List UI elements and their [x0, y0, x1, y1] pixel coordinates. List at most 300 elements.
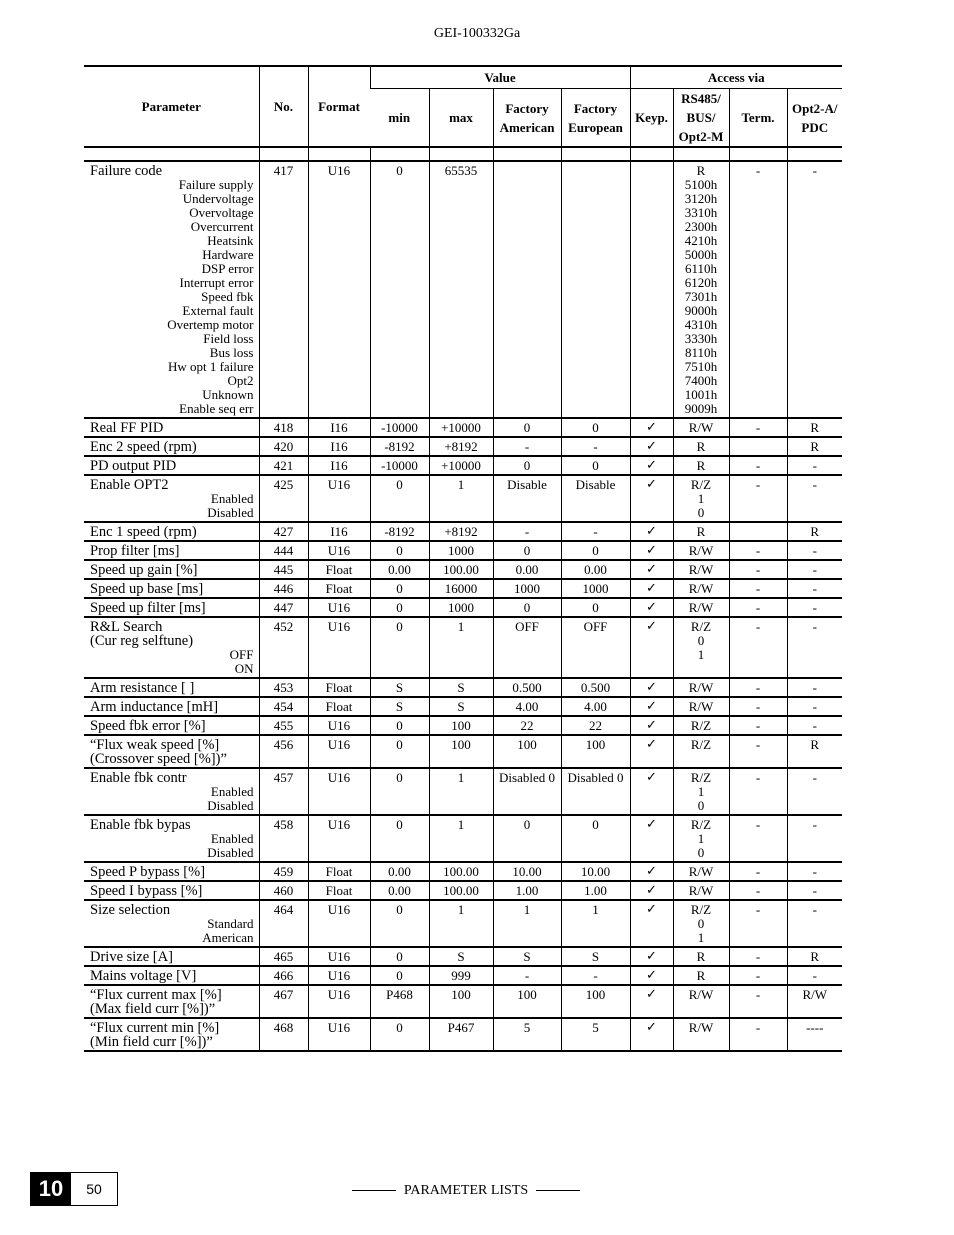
cell-no: 454	[259, 697, 308, 716]
table-row	[84, 475, 842, 522]
parameter-option: Disabled	[207, 798, 254, 813]
rs485-value: 2300h	[684, 219, 718, 234]
parameter-option: Enabled	[210, 831, 254, 846]
parameter-option: Enabled	[210, 784, 254, 799]
cell-rs485	[673, 985, 729, 1018]
cell-factory-american: 0	[493, 418, 561, 437]
rs485-value: 7301h	[684, 289, 718, 304]
header-factory-european: Factory European	[561, 89, 630, 148]
cell-terminal: -	[729, 735, 787, 768]
parameter-name: “Flux weak speed [%]	[90, 737, 220, 753]
cell-rs485	[673, 881, 729, 900]
cell-min: S	[370, 678, 429, 697]
parameter-option: DSP error	[201, 261, 254, 276]
cell-rs485	[673, 815, 729, 862]
cell-no: 466	[259, 966, 308, 985]
cell-parameter	[84, 522, 259, 541]
cell-terminal: -	[729, 862, 787, 881]
rs485-value: 0	[697, 845, 705, 860]
cell-terminal: -	[729, 579, 787, 598]
cell-terminal: -	[729, 768, 787, 815]
rs485-value: R/W	[688, 699, 714, 714]
rs485-value: 0	[697, 505, 705, 520]
cell-min: -10000	[370, 418, 429, 437]
cell-factory-european: 0	[561, 815, 630, 862]
cell-no: 465	[259, 947, 308, 966]
parameter-option: Hw opt 1 failure	[167, 359, 254, 374]
parameter-name: Speed fbk error [%]	[90, 718, 206, 734]
cell-parameter	[84, 881, 259, 900]
cell-no: 427	[259, 522, 308, 541]
cell-max: +10000	[429, 456, 493, 475]
cell-max: 16000	[429, 579, 493, 598]
cell-opt2: -	[787, 966, 842, 985]
cell-factory-european: 22	[561, 716, 630, 735]
rs485-value: R/W	[688, 864, 714, 879]
parameter-name: Enable fbk contr	[90, 770, 187, 786]
cell-min: 0	[370, 735, 429, 768]
cell-max: 100.00	[429, 881, 493, 900]
rs485-value: 9000h	[684, 303, 718, 318]
cell-opt2: -	[787, 579, 842, 598]
cell-rs485	[673, 456, 729, 475]
cell-factory-european: 100	[561, 985, 630, 1018]
cell-factory-american: 1000	[493, 579, 561, 598]
cell-no: 446	[259, 579, 308, 598]
cell-min: 0.00	[370, 881, 429, 900]
cell-opt2: -	[787, 560, 842, 579]
cell-rs485	[673, 541, 729, 560]
parameter-name: (Max field curr [%])”	[90, 1001, 216, 1017]
cell-no: 468	[259, 1018, 308, 1051]
rs485-value: R/Z	[690, 817, 712, 832]
cell-parameter	[84, 437, 259, 456]
cell-keypad: ✓	[630, 475, 673, 522]
rs485-value: 5100h	[684, 177, 718, 192]
cell-format: Float	[308, 862, 370, 881]
cell-rs485	[673, 735, 729, 768]
cell-parameter	[84, 966, 259, 985]
cell-terminal: -	[729, 617, 787, 678]
cell-format: U16	[308, 1018, 370, 1051]
cell-max: 100	[429, 735, 493, 768]
cell-max: S	[429, 678, 493, 697]
cell-factory-european: 0	[561, 541, 630, 560]
cell-parameter	[84, 900, 259, 947]
header-format: Format	[308, 66, 370, 147]
cell-factory-european: S	[561, 947, 630, 966]
cell-factory-european: -	[561, 966, 630, 985]
cell-format: U16	[308, 617, 370, 678]
header-rs485: RS485/ BUS/ Opt2-M	[673, 89, 729, 148]
cell-factory-european: OFF	[561, 617, 630, 678]
parameter-option: Overcurrent	[190, 219, 254, 234]
header-access-via: Access via	[630, 66, 842, 89]
parameter-option: Failure supply	[178, 177, 254, 192]
header-keypad: Keyp.	[630, 89, 673, 148]
parameter-option: Disabled	[207, 845, 254, 860]
cell-factory-european: Disable	[561, 475, 630, 522]
cell-factory-european: -	[561, 437, 630, 456]
cell-parameter	[84, 598, 259, 617]
cell-factory-american: 0	[493, 815, 561, 862]
parameter-name: (Crossover speed [%])”	[90, 751, 227, 767]
parameter-name: Speed up base [ms]	[90, 581, 204, 597]
cell-parameter	[84, 541, 259, 560]
cell-keypad: ✓	[630, 985, 673, 1018]
parameter-table	[84, 65, 842, 1052]
cell-keypad: ✓	[630, 966, 673, 985]
document-id: GEI-100332Ga	[433, 26, 521, 41]
parameter-table-body	[84, 147, 842, 1051]
table-row	[84, 617, 842, 678]
cell-no: 452	[259, 617, 308, 678]
table-row	[84, 768, 842, 815]
parameter-option: Enable seq err	[179, 401, 254, 416]
rs485-value: 3120h	[684, 191, 718, 206]
cell-format: U16	[308, 985, 370, 1018]
parameter-name: (Cur reg selftune)	[90, 633, 194, 649]
cell-min: P468	[370, 985, 429, 1018]
cell-opt2: R	[787, 947, 842, 966]
footer-rule-right	[536, 1190, 580, 1191]
cell-rs485	[673, 947, 729, 966]
parameter-option: OFF	[229, 647, 254, 662]
parameter-name: Enable fbk bypas	[90, 817, 191, 833]
parameter-option: Overtemp motor	[167, 317, 254, 332]
chapter-number: 10	[31, 1173, 71, 1205]
cell-keypad: ✓	[630, 862, 673, 881]
rs485-value: R/W	[688, 1020, 714, 1035]
cell-keypad: ✓	[630, 1018, 673, 1051]
cell-format: Float	[308, 881, 370, 900]
cell-no: 421	[259, 456, 308, 475]
parameter-name: Speed P bypass [%]	[90, 864, 206, 880]
cell-terminal: -	[729, 598, 787, 617]
cell-factory-european: 0	[561, 456, 630, 475]
cell-max: 65535	[429, 161, 493, 418]
cell-no: 457	[259, 768, 308, 815]
cell-min: 0.00	[370, 862, 429, 881]
cell-min: 0	[370, 815, 429, 862]
parameter-option: External fault	[182, 303, 254, 318]
parameter-option: Opt2	[227, 373, 254, 388]
cell-format: U16	[308, 815, 370, 862]
cell-no: 460	[259, 881, 308, 900]
cell-terminal: -	[729, 881, 787, 900]
cell-factory-american: 5	[493, 1018, 561, 1051]
cell-keypad: ✓	[630, 598, 673, 617]
parameter-name: Arm inductance [mH]	[90, 699, 219, 715]
cell-factory-american: 100	[493, 985, 561, 1018]
rs485-value: R	[696, 949, 706, 964]
parameter-name: Size selection	[90, 902, 171, 918]
cell-parameter	[84, 768, 259, 815]
rs485-value: R/Z	[690, 902, 712, 917]
parameter-name: “Flux current max [%]	[90, 987, 222, 1003]
cell-opt2: ----	[787, 1018, 842, 1051]
cell-no: 464	[259, 900, 308, 947]
cell-parameter	[84, 815, 259, 862]
cell-min: 0	[370, 541, 429, 560]
cell-opt2: -	[787, 161, 842, 418]
cell-terminal: -	[729, 456, 787, 475]
cell-factory-american: 0	[493, 598, 561, 617]
cell-parameter	[84, 1018, 259, 1051]
cell-factory-american: 4.00	[493, 697, 561, 716]
cell-rs485	[673, 1018, 729, 1051]
cell-keypad: ✓	[630, 418, 673, 437]
parameter-name: (Min field curr [%])”	[90, 1034, 213, 1050]
cell-opt2: -	[787, 617, 842, 678]
cell-keypad: ✓	[630, 456, 673, 475]
table-row	[84, 735, 842, 768]
parameter-name: Failure code	[90, 163, 163, 179]
cell-terminal: -	[729, 966, 787, 985]
cell-parameter	[84, 475, 259, 522]
cell-format: I16	[308, 456, 370, 475]
cell-opt2: -	[787, 768, 842, 815]
cell-rs485	[673, 678, 729, 697]
cell-terminal	[729, 522, 787, 541]
cell-opt2: R	[787, 522, 842, 541]
cell-factory-european	[561, 161, 630, 418]
cell-min: 0	[370, 900, 429, 947]
table-row	[84, 437, 842, 456]
rs485-value: 4310h	[684, 317, 718, 332]
cell-no: 455	[259, 716, 308, 735]
cell-format: U16	[308, 161, 370, 418]
table-row	[84, 678, 842, 697]
cell-terminal: -	[729, 947, 787, 966]
parameter-name: R&L Search	[90, 619, 163, 635]
cell-opt2: -	[787, 697, 842, 716]
cell-factory-european: 0	[561, 418, 630, 437]
cell-max: 1	[429, 815, 493, 862]
cell-max: 1000	[429, 598, 493, 617]
header-max: max	[429, 89, 493, 148]
cell-min: 0	[370, 966, 429, 985]
cell-factory-european: 5	[561, 1018, 630, 1051]
cell-rs485	[673, 966, 729, 985]
cell-max: +8192	[429, 522, 493, 541]
rs485-value: 0	[697, 798, 705, 813]
rs485-value: R/W	[688, 600, 714, 615]
cell-factory-european: 1	[561, 900, 630, 947]
parameter-option: Unknown	[202, 387, 254, 402]
cell-terminal: -	[729, 815, 787, 862]
table-row	[84, 522, 842, 541]
cell-factory-american: 1	[493, 900, 561, 947]
cell-terminal: -	[729, 1018, 787, 1051]
cell-factory-american: 100	[493, 735, 561, 768]
cell-keypad: ✓	[630, 560, 673, 579]
cell-no: 418	[259, 418, 308, 437]
table-row	[84, 815, 842, 862]
cell-opt2: -	[787, 815, 842, 862]
cell-keypad: ✓	[630, 881, 673, 900]
cell-format: U16	[308, 716, 370, 735]
cell-min: 0	[370, 716, 429, 735]
cell-rs485	[673, 862, 729, 881]
cell-parameter	[84, 456, 259, 475]
cell-no: 453	[259, 678, 308, 697]
cell-no: 417	[259, 161, 308, 418]
cell-min: 0	[370, 768, 429, 815]
cell-keypad: ✓	[630, 678, 673, 697]
cell-opt2: -	[787, 598, 842, 617]
rs485-value: R/Z	[690, 770, 712, 785]
table-row	[84, 862, 842, 881]
parameter-name: Arm resistance [ ]	[90, 680, 195, 696]
cell-format: U16	[308, 900, 370, 947]
footer-title-text: PARAMETER LISTS	[403, 1183, 529, 1198]
cell-factory-european: Disabled 0	[561, 768, 630, 815]
cell-factory-american	[493, 161, 561, 418]
cell-min: 0	[370, 617, 429, 678]
parameter-option: Standard	[207, 916, 254, 931]
cell-rs485	[673, 437, 729, 456]
rs485-value: 0	[697, 916, 705, 931]
cell-factory-american: Disable	[493, 475, 561, 522]
cell-rs485	[673, 617, 729, 678]
parameter-option: Bus loss	[209, 345, 254, 360]
cell-factory-european: -	[561, 522, 630, 541]
parameter-name: Speed up gain [%]	[90, 562, 198, 578]
cell-factory-european: 0.500	[561, 678, 630, 697]
cell-rs485	[673, 161, 729, 418]
rs485-value: 3330h	[684, 331, 718, 346]
cell-format: Float	[308, 579, 370, 598]
cell-max: 1	[429, 617, 493, 678]
cell-factory-american: S	[493, 947, 561, 966]
cell-keypad: ✓	[630, 437, 673, 456]
parameter-option: ON	[234, 661, 254, 676]
rs485-value: R/Z	[690, 737, 712, 752]
parameter-option: Interrupt error	[179, 275, 254, 290]
rs485-value: R	[696, 439, 706, 454]
cell-no: 459	[259, 862, 308, 881]
cell-max: 1000	[429, 541, 493, 560]
cell-factory-american: 22	[493, 716, 561, 735]
cell-no: 420	[259, 437, 308, 456]
parameter-name: Speed up filter [ms]	[90, 600, 206, 616]
cell-format: U16	[308, 768, 370, 815]
cell-keypad: ✓	[630, 900, 673, 947]
cell-terminal: -	[729, 985, 787, 1018]
cell-no: 444	[259, 541, 308, 560]
rs485-value: R/W	[688, 987, 714, 1002]
cell-rs485	[673, 418, 729, 437]
rs485-value: 0	[697, 633, 705, 648]
cell-format: U16	[308, 966, 370, 985]
cell-factory-european: 100	[561, 735, 630, 768]
parameter-name: Speed I bypass [%]	[90, 883, 203, 899]
cell-max: +10000	[429, 418, 493, 437]
cell-max: 100.00	[429, 560, 493, 579]
cell-parameter	[84, 735, 259, 768]
cell-terminal: -	[729, 475, 787, 522]
rs485-value: 7510h	[684, 359, 718, 374]
cell-max: 1	[429, 768, 493, 815]
cell-rs485	[673, 475, 729, 522]
cell-format: U16	[308, 735, 370, 768]
cell-max: 100	[429, 716, 493, 735]
cell-opt2: -	[787, 456, 842, 475]
table-spacer-row	[84, 147, 842, 161]
table-row	[84, 697, 842, 716]
cell-parameter	[84, 579, 259, 598]
cell-format: Float	[308, 678, 370, 697]
cell-no: 456	[259, 735, 308, 768]
cell-min: 0	[370, 947, 429, 966]
parameter-name: Prop filter [ms]	[90, 543, 180, 559]
cell-factory-american: -	[493, 522, 561, 541]
cell-keypad: ✓	[630, 815, 673, 862]
cell-factory-american: 0.00	[493, 560, 561, 579]
parameter-name: Enc 1 speed (rpm)	[90, 524, 197, 540]
cell-rs485	[673, 900, 729, 947]
cell-keypad	[630, 161, 673, 418]
cell-min: -8192	[370, 437, 429, 456]
cell-rs485	[673, 697, 729, 716]
cell-format: I16	[308, 418, 370, 437]
rs485-value: 4210h	[684, 233, 718, 248]
cell-parameter	[84, 697, 259, 716]
cell-max: S	[429, 697, 493, 716]
rs485-value: R	[696, 968, 706, 983]
cell-parameter	[84, 947, 259, 966]
parameter-option: Overvoltage	[189, 205, 254, 220]
cell-factory-american: 1.00	[493, 881, 561, 900]
parameter-name: Enable OPT2	[90, 477, 169, 493]
footer-rule-left	[352, 1190, 396, 1191]
cell-opt2: -	[787, 541, 842, 560]
cell-parameter	[84, 716, 259, 735]
rs485-value: 1	[697, 784, 705, 799]
footer-title	[342, 1183, 590, 1199]
rs485-value: R/W	[688, 562, 714, 577]
table-row	[84, 900, 842, 947]
parameter-option: American	[202, 930, 254, 945]
cell-parameter	[84, 560, 259, 579]
cell-max: P467	[429, 1018, 493, 1051]
rs485-value: 1001h	[684, 387, 718, 402]
cell-min: 0.00	[370, 560, 429, 579]
cell-factory-european: 10.00	[561, 862, 630, 881]
parameter-option: Field loss	[203, 331, 254, 346]
cell-no: 447	[259, 598, 308, 617]
cell-keypad: ✓	[630, 579, 673, 598]
cell-max: 1	[429, 900, 493, 947]
cell-factory-american: Disabled 0	[493, 768, 561, 815]
cell-format: I16	[308, 437, 370, 456]
parameter-option: Undervoltage	[182, 191, 254, 206]
cell-factory-american: OFF	[493, 617, 561, 678]
cell-rs485	[673, 560, 729, 579]
cell-keypad: ✓	[630, 697, 673, 716]
table-row	[84, 541, 842, 560]
cell-rs485	[673, 522, 729, 541]
cell-max: S	[429, 947, 493, 966]
cell-factory-american: -	[493, 437, 561, 456]
cell-factory-european: 1.00	[561, 881, 630, 900]
rs485-value: R	[696, 163, 706, 178]
table-row	[84, 716, 842, 735]
cell-no: 467	[259, 985, 308, 1018]
cell-keypad: ✓	[630, 768, 673, 815]
cell-format: I16	[308, 522, 370, 541]
